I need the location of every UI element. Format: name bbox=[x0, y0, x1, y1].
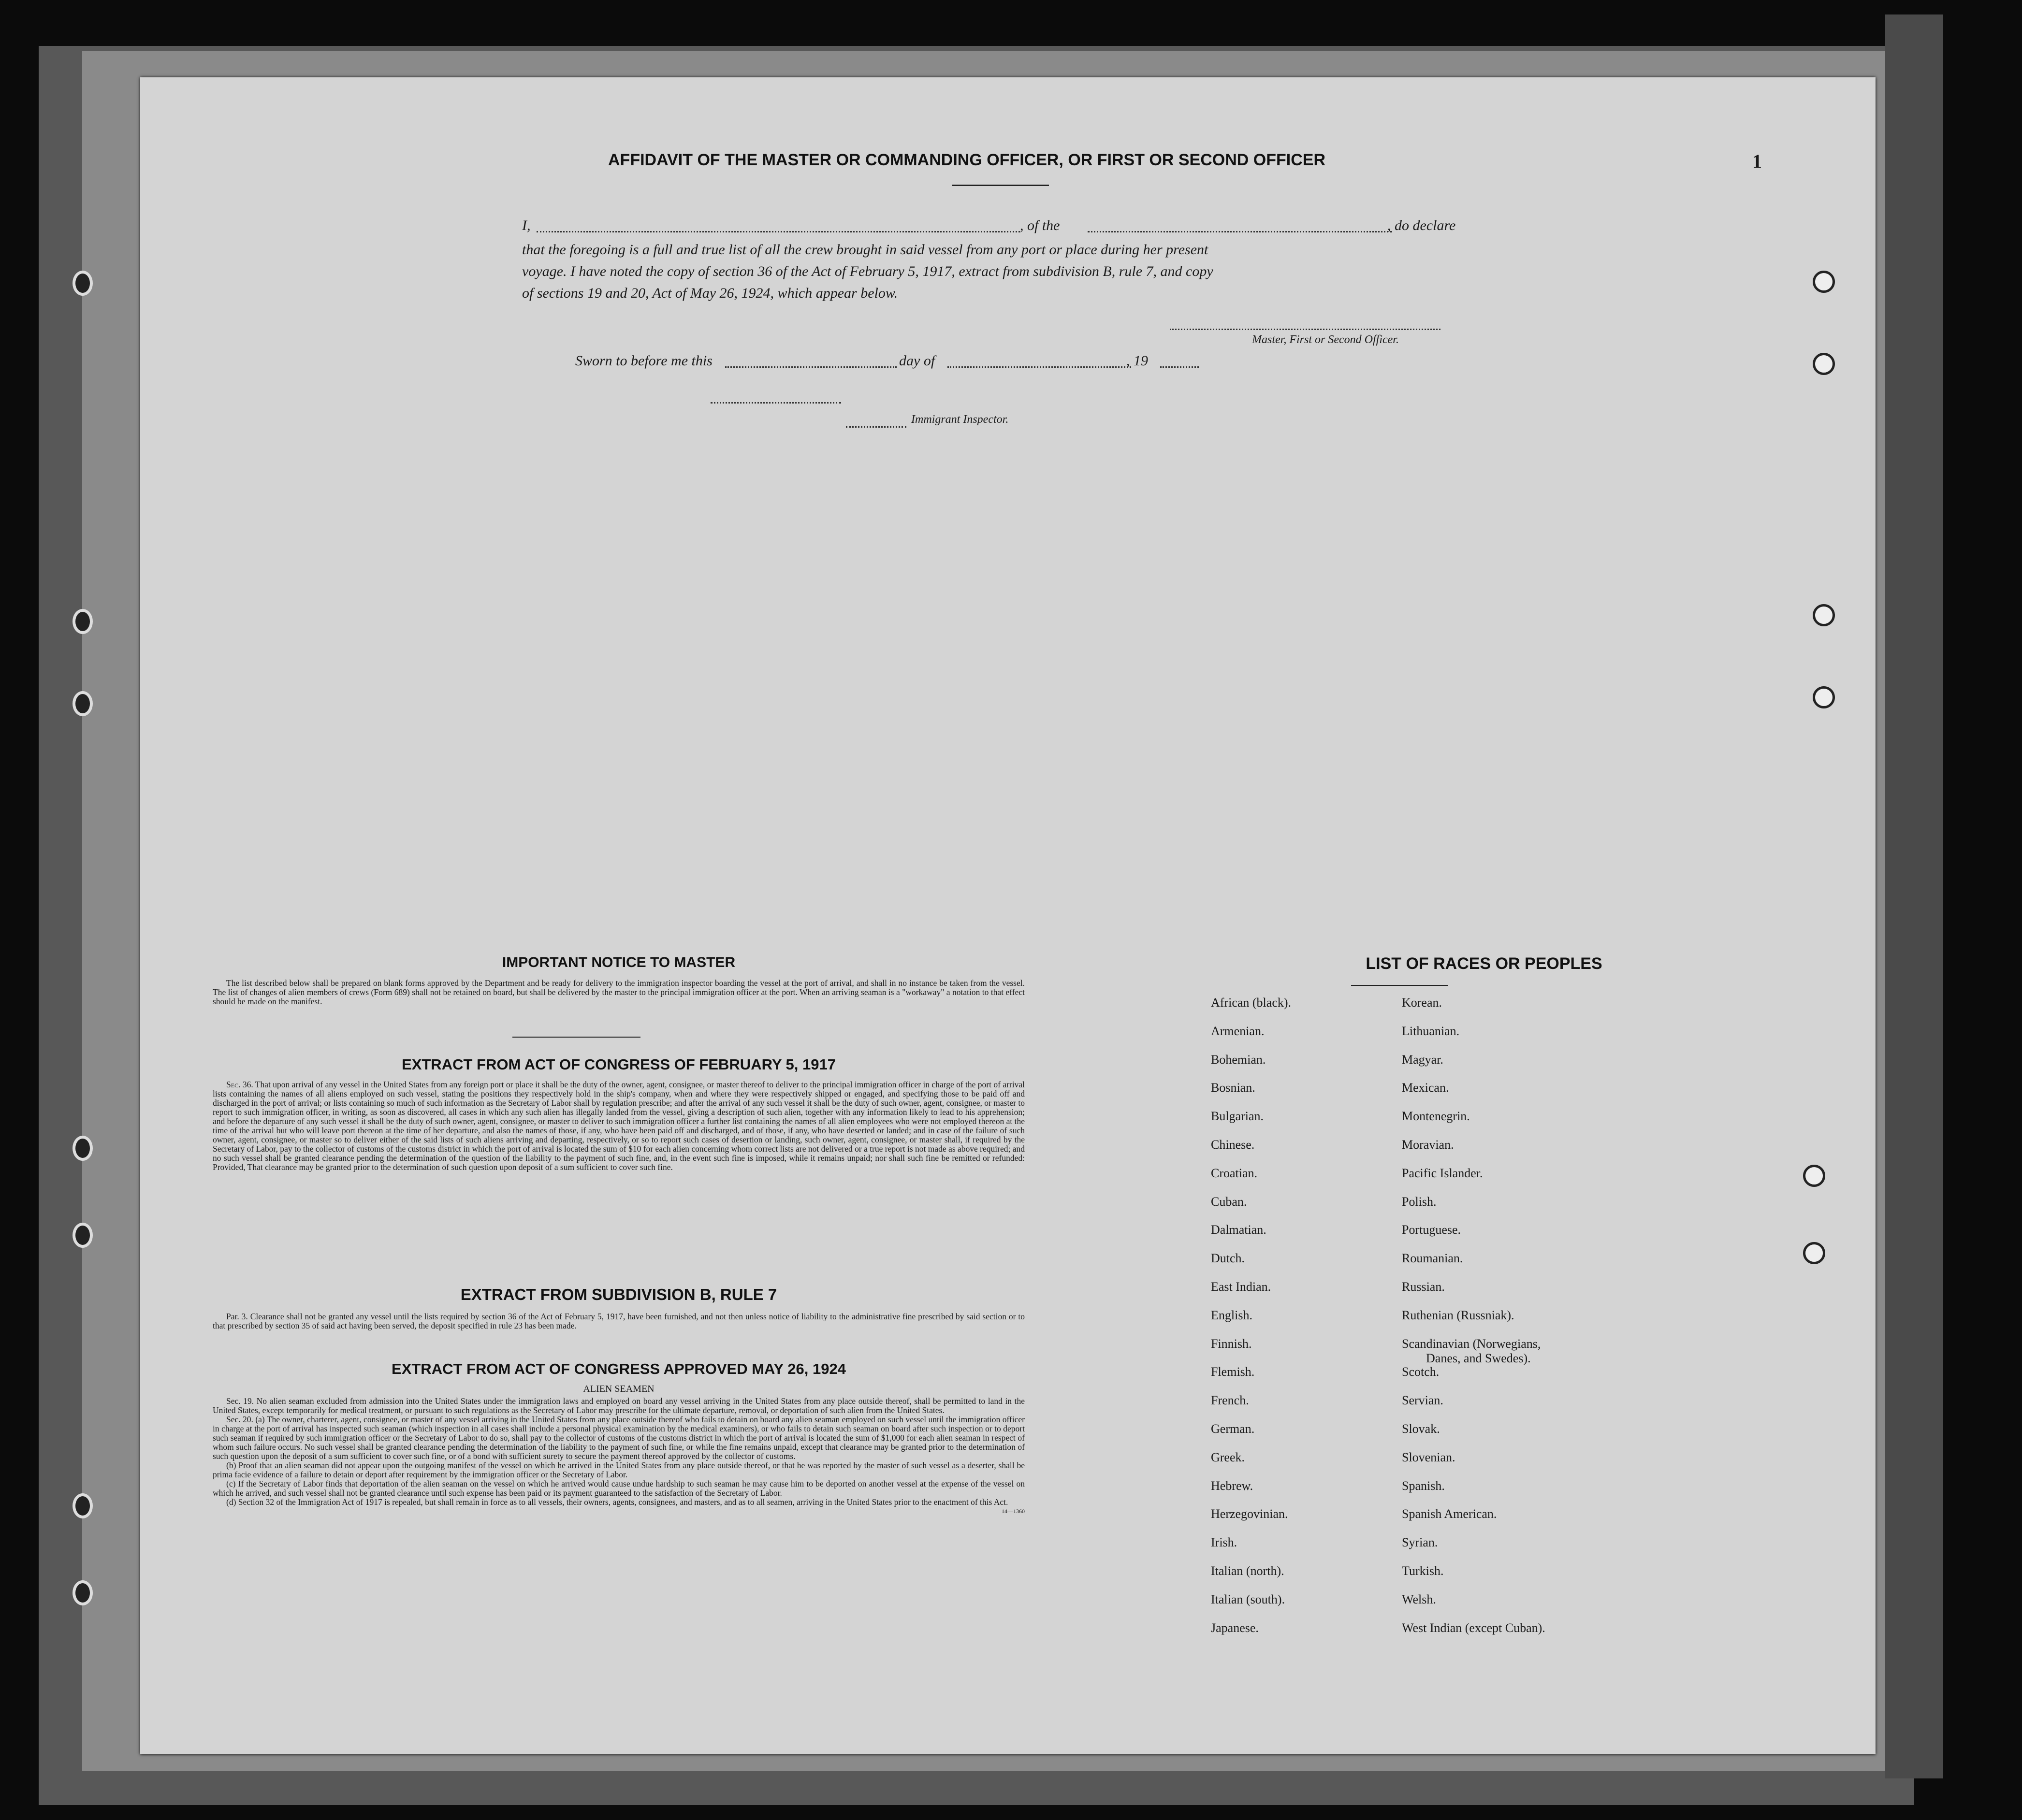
master-caption: Master, First or Second Officer. bbox=[1252, 333, 1399, 346]
notice-title: IMPORTANT NOTICE TO MASTER bbox=[502, 954, 736, 970]
inspector-signature-line bbox=[711, 402, 841, 404]
notice-text: The list described below shall be prepared on blank forms approved by the Department and be ready for delivery to the immigration inspector boarding the vessel at the port of arrival, and shall in no instance be taken from the vessel. The list of changes of alien members of crews (Form 689) shall not be retained on board, but shall be delivered by the master to the principal immigration officer at the port. When an arriving seaman is a "workaway" a notation to that effect should be made on the manifest. bbox=[213, 978, 1025, 1006]
alien-seamen-subtitle: ALIEN SEAMEN bbox=[583, 1384, 655, 1394]
race-item: Korean. bbox=[1402, 996, 1442, 1010]
race-item: Italian (north). bbox=[1211, 1564, 1284, 1578]
race-item: Bulgarian. bbox=[1211, 1109, 1264, 1124]
race-item: Russian. bbox=[1402, 1280, 1445, 1294]
extract-rule7-title: EXTRACT FROM SUBDIVISION B, RULE 7 bbox=[460, 1286, 777, 1303]
affidavit-title: AFFIDAVIT OF THE MASTER OR COMMANDING OFFICER, OR FIRST OR SECOND OFFICER bbox=[608, 151, 1325, 169]
race-item: Flemish. bbox=[1211, 1365, 1255, 1379]
race-item: Dalmatian. bbox=[1211, 1223, 1266, 1237]
affidavit-i: I, bbox=[522, 217, 531, 233]
race-item: Servian. bbox=[1402, 1393, 1443, 1408]
race-item: Roumanian. bbox=[1402, 1251, 1463, 1266]
race-item: Bohemian. bbox=[1211, 1052, 1266, 1067]
manifest-page bbox=[140, 77, 1876, 1754]
sworn-year-blank bbox=[1160, 366, 1199, 368]
race-item: Greek. bbox=[1211, 1450, 1245, 1464]
inspector-signature-line bbox=[846, 426, 906, 428]
affidavit-line2: that the foregoing is a full and true list of all the crew brought in said vessel from any port or place during her present bbox=[522, 242, 1208, 258]
binder-hole bbox=[73, 1493, 93, 1518]
divider bbox=[512, 1037, 640, 1038]
sworn-text: Sworn to before me this bbox=[575, 353, 713, 369]
race-item: Japanese. bbox=[1211, 1620, 1259, 1635]
affidavit-of-the: , of the bbox=[1020, 217, 1060, 233]
race-item: West Indian (except Cuban). bbox=[1402, 1620, 1545, 1635]
race-item: Slovenian. bbox=[1402, 1450, 1455, 1464]
back-sheet-edge bbox=[1885, 14, 1943, 1778]
race-item: Finnish. bbox=[1211, 1336, 1252, 1351]
affidavit-line3: voyage. I have noted the copy of section 36 of the Act of February 5, 1917, extract from subdivision B, rule 7, and copy bbox=[522, 263, 1213, 279]
race-item: East Indian. bbox=[1211, 1280, 1271, 1294]
extract-1924-title: EXTRACT FROM ACT OF CONGRESS APPROVED MAY 26, 1924 bbox=[392, 1360, 846, 1377]
race-item: Cuban. bbox=[1211, 1194, 1247, 1209]
race-item: Chinese. bbox=[1211, 1138, 1255, 1152]
binder-hole bbox=[73, 609, 93, 634]
race-item: Spanish. bbox=[1402, 1478, 1445, 1493]
race-item: Lithuanian. bbox=[1402, 1024, 1460, 1038]
affidavit-line4: of sections 19 and 20, Act of May 26, 1924, which appear below. bbox=[522, 285, 898, 301]
affidavit-declare: , do declare bbox=[1387, 217, 1456, 233]
binder-hole bbox=[73, 271, 93, 296]
extract-rule7-text: Par. 3. Clearance shall not be granted any vessel until the lists required by section 36 of the Act of February 5, 1917, have been furnished, and not then unless notice of liability to the administrative fine prescribed by said section or to that prescribed by section 35 of said act having been served, the deposit specified in rule 23 has been made. bbox=[213, 1312, 1025, 1330]
race-item: Ruthenian (Russniak). bbox=[1402, 1308, 1514, 1322]
binder-hole bbox=[73, 1223, 93, 1248]
page-number: 1 bbox=[1752, 150, 1762, 172]
divider bbox=[952, 185, 1049, 186]
race-item: Scotch. bbox=[1402, 1365, 1440, 1379]
binder-hole bbox=[73, 1580, 93, 1605]
race-item: Herzegovinian. bbox=[1211, 1507, 1288, 1521]
extract-1917-text: Sec. 36. That upon arrival of any vessel in the United States from any foreign port or place it shall be the duty of the owner, agent, consignee, or master thereof to deliver to the principal immigration officer in charge of the port of arrival lists containing the names of all aliens employed on such vessel, stating the positions they respectively hold in the ship's company, when and where they were respectively shipped or engaged, and specifying those to be paid off and discharged in the port of arrival; or lists containing so much of such information as the Secretary of Labor shall by regulation prescribe; and after the arrival of any such vessel it shall be the duty of such owner, agent, consignee, or master to report to such immigration officer, in writing, as soon as discovered, all cases in which any such alien has illegally landed from the vessel, giving a description of such alien, together with any information likely to lead to his apprehension; and before the departure of any such vessel it shall be the duty of such owner, agent, consignee, or master to deliver to such immigration officer a further list containing the names of all alien employees who were not employed thereon at the time of the arrival but who will leave port thereon at the time of her departure, and also the names of those, if any, who have been paid off and discharged, and of those, if any, who have deserted or landed; and in case of the failure of such owner, agent, consignee, or master so to deliver either of the said lists of such aliens arriving and departing, respectively, or so to report such cases of desertion or landing, such owner, agent, consignee, or master shall, if required by the Secretary of Labor, pay to the collector of customs of the customs district in which the port of arrival is located the sum of $10 for each alien concerning whom correct lists are not delivered or a true report is not made as above required; and no such vessel shall be granted clearance pending the determination of the question of the liability to the payment of such fine, and, in the event such fine is imposed, while it remains unpaid; nor shall such fine be remitted or refunded: Provided, That clearance may be granted prior to the determination of such question upon deposit of a sum sufficient to cover such fine. bbox=[213, 1080, 1025, 1172]
binder-hole bbox=[73, 1136, 93, 1161]
race-item: Pacific Islander. bbox=[1402, 1166, 1483, 1180]
race-item: African (black). bbox=[1211, 996, 1292, 1010]
race-item: Moravian. bbox=[1402, 1138, 1454, 1152]
sworn-month-blank bbox=[947, 366, 1131, 368]
day-of: day of bbox=[899, 353, 935, 369]
master-signature-line bbox=[1170, 329, 1440, 330]
race-item: Magyar. bbox=[1402, 1052, 1443, 1067]
races-title: LIST OF RACES OR PEOPLES bbox=[1366, 954, 1602, 973]
extract-1917-title: EXTRACT FROM ACT OF CONGRESS OF FEBRUARY 5, 1917 bbox=[402, 1056, 836, 1073]
race-item: Montenegrin. bbox=[1402, 1109, 1470, 1124]
sworn-year: , 19 bbox=[1126, 353, 1148, 369]
divider bbox=[1351, 985, 1448, 986]
name-blank bbox=[537, 231, 1020, 232]
punch-hole bbox=[1813, 271, 1835, 293]
race-item: Slovak. bbox=[1402, 1422, 1440, 1436]
sworn-day-blank bbox=[725, 366, 897, 368]
extract-1924-text: Sec. 19. No alien seaman excluded from admission into the United States under the immigration laws and employed on board any vessel arriving in the United States from any place outside thereof, shall be permitted to land in the United States, except temporarily for medical treatment, or pursuant to such regulations as the Secretary of Labor may prescribe for the ultimate departure, removal, or deportation of such alien from the United States. Sec. 20. (a) The owner, charterer, agent, consignee, or master of any vessel arriving in the United States from any place outside thereof who fails to detain on board any alien seaman employed on such vessel until the immigration officer in charge at the port of arrival has inspected such seaman (which inspection in all cases shall include a personal physical examination by the medical examiners), or who fails to detain such seaman on board after such inspection or to deport such seaman if required by such immigration officer or the Secretary of Labor to do so, shall pay to the collector of customs of the customs district in which the port of arrival is located the sum of $1,000 for each alien seaman in respect of whom such failure occurs. No such vessel shall be granted clearance pending the determination of the liability to the payment of such fine, or while the fine remains unpaid, except that clearance may be granted prior to the determination of such question upon the deposit of a sum sufficient to cover such fine, or of a bond with sufficient surety to secure the payment thereof approved by the collector of customs. (b) Proof that an alien seaman did not appear upon the outgoing manifest of the vessel on which he arrived in the United States from any place outside thereof, or that he was reported by the master of such vessel as a deserter, shall be prima facie evidence of a failure to detain or deport after requirement by the immigration officer or the Secretary of Labor. (c) If the Secretary of Labor finds that deportation of the alien seaman on the vessel on which he arrived would cause undue hardship to such seaman he may cause him to be deported on another vessel at the expense of the vessel on which he arrived, and such vessel shall not be granted clearance until such expense has been paid or its payment guaranteed to the satisfaction of the Secretary of Labor. (d) Section 32 of the Immigration Act of 1917 is repealed, but shall remain in force as to all vessels, their owners, agents, consignees, and masters, and as to all seamen, arriving in the United States prior to the enactment of this Act. 14—1360 bbox=[213, 1396, 1025, 1515]
punch-hole bbox=[1803, 1165, 1825, 1187]
race-item: Syrian. bbox=[1402, 1535, 1438, 1550]
race-item: Irish. bbox=[1211, 1535, 1237, 1550]
race-item: Polish. bbox=[1402, 1194, 1437, 1209]
punch-hole bbox=[1803, 1242, 1825, 1264]
race-item: Croatian. bbox=[1211, 1166, 1258, 1180]
inspector-caption: Immigrant Inspector. bbox=[911, 413, 1009, 426]
punch-hole bbox=[1813, 604, 1835, 626]
race-item: Hebrew. bbox=[1211, 1478, 1253, 1493]
race-item: Portuguese. bbox=[1402, 1223, 1461, 1237]
race-item: Armenian. bbox=[1211, 1024, 1265, 1038]
race-item: German. bbox=[1211, 1422, 1255, 1436]
race-item: English. bbox=[1211, 1308, 1252, 1322]
race-item: Spanish American. bbox=[1402, 1507, 1497, 1521]
punch-hole bbox=[1813, 686, 1835, 708]
race-item: Danes, and Swedes). bbox=[1426, 1351, 1531, 1365]
race-item: French. bbox=[1211, 1393, 1249, 1408]
vessel-blank bbox=[1088, 231, 1392, 232]
race-item: Italian (south). bbox=[1211, 1592, 1285, 1606]
binder-hole bbox=[73, 691, 93, 716]
race-item: Turkish. bbox=[1402, 1564, 1444, 1578]
race-item: Welsh. bbox=[1402, 1592, 1436, 1606]
race-item: Bosnian. bbox=[1211, 1081, 1255, 1095]
race-item: Mexican. bbox=[1402, 1081, 1449, 1095]
race-item: Dutch. bbox=[1211, 1251, 1245, 1266]
race-item: Scandinavian (Norwegians, bbox=[1402, 1336, 1541, 1351]
punch-hole bbox=[1813, 353, 1835, 375]
